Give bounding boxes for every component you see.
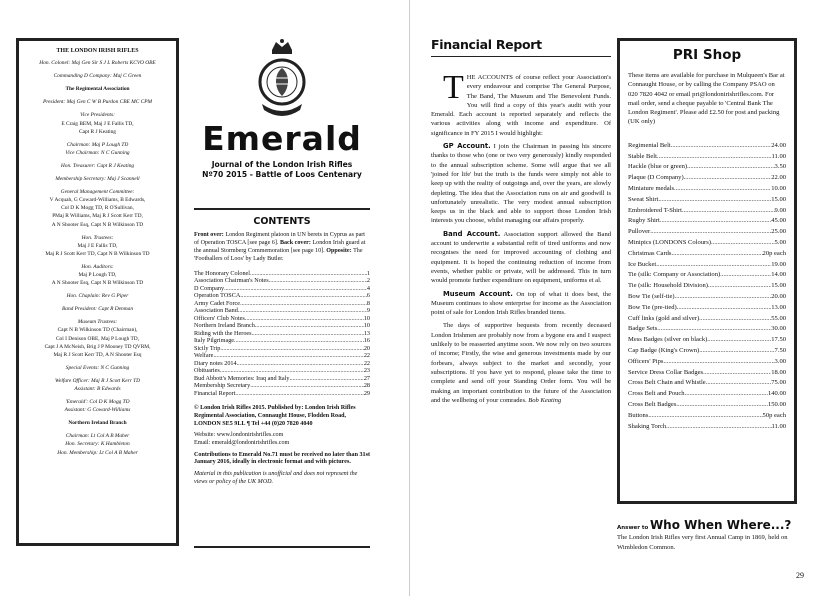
- item-name: Cross Belt Badges: [628, 400, 677, 408]
- officer-line: Maj R J Scott Kerr TD, Capt N B Wilkinson TD: [45, 250, 150, 257]
- intro-text: HE ACCOUNTS of course reflect your Association's every endeavour and comprise The General Purpose, The Band, The Museum and The Benevolent Funds. You will find a copy of this year's audit with your Emerald. Each account is reported separately and reflects the various activities along with income and expenditure. Of significance in FY 2015 I would highlight:: [431, 74, 611, 137]
- toc-entry: [194, 292, 370, 300]
- toc-leader: [252, 330, 364, 338]
- opposite-text: The 'Footballers of Loos' by Lady Butler.: [194, 247, 363, 262]
- item-leader: [657, 324, 771, 335]
- toc-entry: [194, 277, 370, 285]
- toc-entry: [194, 300, 370, 308]
- item-name: Service Dress Collar Badges: [628, 368, 704, 376]
- item-leader: [663, 357, 774, 368]
- toc-leader: [237, 360, 364, 368]
- officer-line: Col D K Mogg TD, R O'Sullivan,: [61, 205, 134, 212]
- price-list: [628, 141, 786, 433]
- toc-label: Diary notes 2014: [194, 359, 237, 367]
- toc-page: 6: [366, 292, 370, 300]
- item-price: 25.00: [771, 228, 786, 236]
- price-item: [628, 249, 786, 260]
- item-leader: [720, 270, 771, 281]
- toc-label: Operation TOSCA: [194, 292, 241, 300]
- toc-label: D Company: [194, 284, 225, 292]
- item-price: 75.00: [771, 379, 786, 387]
- officer-line: Capt R J Keating: [79, 128, 116, 135]
- toc-page: 10: [363, 322, 370, 330]
- toc-leader: [250, 270, 367, 278]
- shop-heading: PRI Shop: [672, 47, 742, 63]
- officer-line: Vice Chairman: N C Gunning: [65, 149, 130, 156]
- item-leader: [703, 368, 771, 379]
- officer-line: PMaj R Williams, Maj R J Scott Kerr TD,: [52, 213, 143, 220]
- toc-leader: [269, 277, 367, 285]
- item-name: Embroidered T-Shirt: [628, 206, 683, 214]
- toc-leader: [245, 315, 364, 323]
- price-item: [628, 400, 786, 411]
- item-price: 14.00: [771, 271, 786, 279]
- item-name: Cap Badge (King's Crown): [628, 346, 700, 354]
- toc-leader: [289, 375, 363, 383]
- price-item: [628, 141, 786, 152]
- price-item: [628, 335, 786, 346]
- toc-label: Welfare: [194, 352, 214, 360]
- item-name: Mess Badges (silver on black): [628, 336, 708, 344]
- closing-paragraph: [431, 321, 611, 405]
- item-name: Badge Sets: [628, 325, 658, 333]
- officer-line: Northern Ireland Branch: [68, 420, 127, 427]
- gp-label: GP Account.: [443, 142, 491, 151]
- officer-line: Maj R J Scott Kerr TD, A N Shooter Esq: [53, 351, 142, 358]
- item-price: 45.00: [771, 217, 786, 225]
- item-leader: [677, 303, 772, 314]
- left-page: [0, 0, 410, 596]
- officer-line: Hon. Treasurer: Capt R J Keating: [60, 162, 135, 169]
- toc-page: 28: [363, 382, 370, 390]
- price-item: [628, 324, 786, 335]
- item-name: Bow Tie (pre-tied): [628, 303, 677, 311]
- price-item: [628, 195, 786, 206]
- item-leader: [674, 184, 771, 195]
- toc-leader: [224, 285, 367, 293]
- price-item: [628, 314, 786, 325]
- item-price: 19.00: [771, 260, 786, 268]
- officer-line: Hon. Auditors:: [81, 263, 114, 270]
- item-price: 11.00: [771, 152, 786, 160]
- item-price: 9.00: [774, 206, 786, 214]
- item-name: Stable Belt: [628, 152, 657, 160]
- officer-line: Hon. Colonel: Maj Gen Sir S J L Roberts KCVO OBE: [39, 60, 156, 67]
- item-leader: [671, 141, 772, 152]
- price-item: [628, 411, 786, 422]
- officer-line: Maj P Lough TD,: [78, 271, 117, 278]
- heading-rule: [431, 56, 611, 57]
- toc-leader: [220, 345, 364, 353]
- item-name: Miniature medals: [628, 184, 674, 192]
- back-cover-label: Back cover:: [279, 239, 311, 246]
- price-item: [628, 281, 786, 292]
- item-price: 22.00: [771, 174, 786, 182]
- price-item: [628, 346, 786, 357]
- item-leader: [708, 281, 771, 292]
- toc-entry: [194, 367, 370, 375]
- disclaimer: Material in this publication is unofficial and does not represent the views or policy of the UK MOD.: [194, 471, 358, 485]
- price-item: [628, 292, 786, 303]
- item-price: 150.00: [767, 400, 786, 408]
- officer-line: The Regimental Association: [65, 86, 130, 93]
- price-item: [628, 422, 786, 433]
- item-price: 24.00: [771, 141, 786, 149]
- item-name: Pullover: [628, 228, 651, 236]
- item-leader: [660, 216, 771, 227]
- officer-line: Hon. Membership: Lt Col A B Maher: [57, 449, 138, 456]
- email-line: Email: emerald@londonirishrifles.com: [194, 439, 290, 446]
- cover-notes: [194, 232, 370, 264]
- item-leader: [685, 389, 768, 400]
- toc-leader: [220, 367, 364, 375]
- price-item: [628, 206, 786, 217]
- officer-line: General Management Committee:: [60, 189, 135, 196]
- item-leader: [657, 152, 772, 163]
- item-name: Tie (silk: Company or Association): [628, 271, 721, 279]
- shop-intro: These items are available for purchase in Mulqueen's Bar at Connaught House, or by calling the Company PSAO on 020 7820 4042 or email pri@londonirishrifles.com. For mail order, send a cheque payable to 'Central Bank The London Regiment'. Please add £2.50 for post and packing (UK only): [628, 72, 785, 126]
- item-price: 30.00: [771, 325, 786, 333]
- item-leader: [687, 162, 774, 173]
- toc-page: 22: [363, 352, 370, 360]
- item-leader: [648, 411, 762, 422]
- price-item: [628, 378, 786, 389]
- toc-label: Association Band: [194, 307, 238, 315]
- officer-line: Hon. Secretary: K Hambleton: [65, 441, 130, 448]
- item-leader: [699, 314, 771, 325]
- toc-leader: [234, 337, 364, 345]
- item-name: Shaking Torch: [628, 422, 667, 430]
- band-paragraph: [431, 230, 611, 286]
- item-leader: [650, 227, 771, 238]
- item-price: 7.50: [774, 346, 786, 354]
- toc-leader: [240, 300, 367, 308]
- contents-heading: CONTENTS: [253, 216, 311, 227]
- item-price: 11.00: [771, 422, 786, 430]
- front-cover-label: Front over:: [194, 232, 224, 238]
- item-leader: [699, 346, 774, 357]
- price-item: [628, 357, 786, 368]
- toc-entry: [194, 382, 370, 390]
- financial-report-heading: Financial Report: [431, 37, 542, 52]
- toc-entry: [194, 352, 370, 360]
- opposite-label: Opposite:: [326, 247, 352, 254]
- price-item: [628, 260, 786, 271]
- item-name: Cross Belt and Pouch: [628, 390, 685, 398]
- contributions-note: Contributions to Emerald No.71 must be received no later than 31st January 2016, ideally in electronic format and with pictures.: [194, 451, 370, 466]
- price-item: [628, 303, 786, 314]
- officer-line: E Craig BEM, Maj J E Fallis TD,: [61, 120, 134, 127]
- item-leader: [676, 400, 768, 411]
- item-name: Cuff links (gold and silver): [628, 314, 700, 322]
- item-price: 55.00: [771, 314, 786, 322]
- officer-line: Chairman: Maj P Lough TD: [66, 141, 129, 148]
- officer-line: Hon. Chaplain: Rev G Piper: [66, 293, 129, 300]
- item-price: 3.00: [774, 357, 786, 365]
- toc-label: Obituaries: [194, 367, 220, 375]
- item-name: Officers' Pips: [628, 357, 664, 365]
- gp-paragraph: [431, 142, 611, 226]
- museum-text: On top of what it does best, the Museum continues to show enterprise for income as the Association point of sale for London Irish Rifles branded items.: [431, 290, 611, 317]
- publication-info: [194, 405, 370, 486]
- toc-page: 2: [366, 277, 370, 285]
- officers-list: [23, 59, 172, 457]
- item-name: Cross Belt Chain and Whistle: [628, 379, 706, 387]
- officer-line: Maj J E Fallis TD,: [77, 242, 118, 249]
- toc-entry: [194, 315, 370, 323]
- intro-paragraph: [431, 69, 611, 138]
- item-leader: [671, 249, 762, 260]
- item-leader: [675, 292, 772, 303]
- officer-line: Vice Presidents:: [80, 112, 115, 119]
- toc-leader: [240, 292, 367, 300]
- item-leader: [684, 173, 772, 184]
- toc-page: 27: [363, 374, 370, 382]
- item-leader: [658, 195, 771, 206]
- item-name: Buttons: [628, 411, 649, 419]
- item-price: 17.50: [771, 336, 786, 344]
- toc-page: 9: [366, 307, 370, 315]
- item-leader: [711, 238, 775, 249]
- item-name: Plaque (D Company): [628, 174, 684, 182]
- contents-section: [194, 208, 370, 548]
- toc-label: Army Cadet Force: [194, 299, 241, 307]
- item-name: Sweat Shirt: [628, 195, 659, 203]
- toc-page: 29: [363, 389, 370, 397]
- item-price: 5.00: [774, 238, 786, 246]
- item-leader: [706, 378, 772, 389]
- answer-to-label: Answer to: [617, 525, 649, 531]
- band-label: Band Account.: [443, 229, 501, 238]
- officer-line: Capt J A McNeish, Brig J P Mooney TD QVRM,: [44, 343, 151, 350]
- item-price: 20.00: [771, 292, 786, 300]
- toc-page: 4: [366, 284, 370, 292]
- price-item: [628, 152, 786, 163]
- closing-text: The days of supportive bequests from recently deceased London Irishmen are probably now from a bygone era and I suspect unlikely to be reasserted anytime soon. We now rely on two sources of income; Firstly, the wise and generous investments made by our forbears, always subject to the market and secondly, your subscriptions. If you have yet to respond, please take the time to complete and send off your Standing Order form. You will be making an important contribution to the future of the Association and the wellbeing of your comrades.: [431, 322, 611, 404]
- website-line: Website: www.londonirishrifles.com: [194, 432, 284, 439]
- price-item: [628, 173, 786, 184]
- item-price: 140.00: [767, 390, 786, 398]
- toc-label: The Honorary Colonel: [194, 269, 251, 277]
- drop-cap: T: [443, 69, 464, 106]
- officer-line: Hon. Trustees:: [81, 234, 114, 241]
- pri-shop-box: [617, 38, 797, 504]
- toc-label: Italy Pilgrimage: [194, 337, 235, 345]
- back-cover-text: London Irish guard at the annual Stormberg Commemoration [see page 10].: [194, 239, 366, 254]
- toc-page: 1: [366, 269, 370, 277]
- toc-leader: [213, 352, 363, 360]
- financial-report-body: [431, 69, 611, 409]
- table-of-contents: [194, 270, 370, 398]
- toc-label: Membership Secretary: [194, 382, 251, 390]
- museum-paragraph: [431, 290, 611, 318]
- officer-line: 'Emerald': Col D K Mogg TD: [65, 399, 130, 406]
- item-name: Minipics (LONDONS Colours): [628, 238, 711, 246]
- price-item: [628, 216, 786, 227]
- toc-leader: [235, 390, 363, 398]
- officer-line: Special Events: N C Gunning: [65, 364, 130, 371]
- officer-line: Museum Trustees:: [77, 319, 118, 326]
- item-name: Bow Tie (self-tie): [628, 292, 675, 300]
- officer-line: Col I Denison OBE, Maj P Lough TD,: [55, 335, 140, 342]
- item-name: Christmas Cards: [628, 249, 672, 257]
- journal-line-2: Nº70 2015 - Battle of Loos Centenary: [202, 170, 362, 179]
- item-leader: [656, 260, 771, 271]
- toc-entry: [194, 337, 370, 345]
- officer-line: Chairman: Lt Col A B Maher: [65, 433, 130, 440]
- officer-line: Welfare Officer: Maj R J Scott Kerr TD: [54, 377, 141, 384]
- toc-label: Officers' Club Notes: [194, 314, 245, 322]
- journal-line-1: Journal of the London Irish Rifles: [211, 160, 353, 169]
- item-name: Regimental Belt: [628, 141, 671, 149]
- toc-entry: [194, 345, 370, 353]
- item-price: 20p each: [762, 249, 786, 257]
- officers-title: THE LONDON IRISH RIFLES: [56, 48, 139, 54]
- regimental-badge-icon: [254, 38, 310, 126]
- museum-label: Museum Account.: [443, 289, 513, 298]
- signature: Bob Keating: [528, 396, 562, 404]
- toc-label: Association Chairman's Notes: [194, 277, 269, 285]
- price-item: [628, 389, 786, 400]
- toc-page: 8: [366, 299, 370, 307]
- item-price: 50p each: [762, 411, 786, 419]
- item-price: 15.00: [771, 195, 786, 203]
- item-price: 3.50: [774, 163, 786, 171]
- officer-line: Assistant: G Coward-Williams: [64, 407, 131, 414]
- toc-entry: [194, 322, 370, 330]
- toc-entry: [194, 307, 370, 315]
- price-item: [628, 184, 786, 195]
- toc-label: Northern Ireland Branch: [194, 322, 255, 330]
- item-leader: [682, 206, 775, 217]
- price-item: [628, 368, 786, 379]
- toc-label: Sicily Trip: [194, 344, 221, 352]
- toc-label: Riding with the Heroes: [194, 329, 252, 337]
- toc-leader: [255, 322, 364, 330]
- quiz-text: The London Irish Rifles very first Annual Camp in 1869, held on Wimbledon Common.: [617, 534, 788, 551]
- toc-entry: [194, 270, 370, 278]
- price-item: [628, 238, 786, 249]
- price-item: [628, 227, 786, 238]
- item-price: 15.00: [771, 282, 786, 290]
- toc-leader: [250, 382, 364, 390]
- toc-entry: [194, 360, 370, 368]
- officer-line: Assistant: B Edwards: [74, 386, 121, 392]
- toc-page: 13: [363, 329, 370, 337]
- band-text: Association support allowed the Band account to underwrite a substantial refit of tired uniforms and now recognises the need for improved accounting of clothing and equipment. It is hoped the continuing reduction of income from events, whether public or private, will be addressed. This in turn would promote further expenditure on equipment, uniforms et al.: [431, 230, 611, 285]
- toc-label: Financial Report: [194, 389, 236, 397]
- quiz-title: Who When Where...?: [649, 518, 792, 532]
- officer-line: Capt N B Wilkinson TD (Chairman),: [57, 327, 138, 334]
- right-page: [411, 0, 821, 596]
- toc-entry: [194, 285, 370, 293]
- item-leader: [707, 335, 771, 346]
- item-name: Rugby Shirt: [628, 217, 660, 225]
- toc-page: 20: [363, 344, 370, 352]
- journal-subtitle: [194, 160, 370, 180]
- toc-page: 23: [363, 367, 370, 375]
- toc-entry: [194, 375, 370, 383]
- toc-entry: [194, 330, 370, 338]
- officer-line: V Acquah, G Coward-Williams, B Edwards,: [49, 197, 146, 204]
- magazine-title: Emerald: [202, 119, 362, 158]
- item-name: Tie (silk: Household Division): [628, 282, 708, 290]
- item-name: Ice Bucket: [628, 260, 657, 268]
- gp-text: I join the Chairman in passing his sincere thanks to those who (one or two very generously) kindly responded to the annual subscription scheme. Some will argue that we all 'joined for life' but the truth is the funds were simply not able to keep up with the reality of outgoings and, over the years, are slowly depleting. The idea that the Association runs on air and goodwill is unfortunately unrealistic. The very modest annual subscription keeps us in the black and able to support those London Irish interests you choose, whilst managing our affairs properly.: [431, 143, 611, 225]
- officer-line: Commanding D Company: Maj C Green: [53, 73, 142, 80]
- officers-box: [16, 38, 179, 546]
- price-item: [628, 162, 786, 173]
- toc-leader: [238, 307, 367, 315]
- front-cover-text: London Regiment platoon in UN berets in Cyprus as part of Operation TOSCA [see page 6].: [194, 232, 366, 246]
- quiz-answer: [617, 518, 807, 552]
- officer-line: Band President: Capt R Denman: [61, 306, 134, 313]
- item-leader: [666, 422, 771, 433]
- toc-label: Bud Abbott's Memories: Iraq and Italy: [194, 374, 290, 382]
- officer-line: A N Shooter Esq, Capt N B Wilkinson TD: [51, 280, 144, 287]
- toc-entry: [194, 390, 370, 398]
- officer-line: A N Shooter Esq, Capt N B Wilkinson TD: [51, 221, 144, 228]
- toc-page: 10: [363, 314, 370, 322]
- copyright-notice: © London Irish Rifles 2015. Published by: London Irish Rifles Regimental Association, Connaught House, Flodden Road, LONDON SE5 9LL ¶ Tel +44 (0)20 7820 4040: [194, 405, 356, 427]
- toc-page: 16: [363, 337, 370, 345]
- toc-page: 22: [363, 359, 370, 367]
- item-name: Hackle (blue or green): [628, 163, 688, 171]
- item-price: 10.00: [771, 184, 786, 192]
- officer-line: Membership Secretary: Maj J Scannell: [55, 176, 140, 183]
- price-item: [628, 270, 786, 281]
- page-number: 29: [796, 571, 804, 580]
- item-price: 13.00: [771, 303, 786, 311]
- item-price: 18.00: [771, 368, 786, 376]
- officer-line: President: Maj Gen C W B Purdon CBE MC CPM: [42, 99, 153, 106]
